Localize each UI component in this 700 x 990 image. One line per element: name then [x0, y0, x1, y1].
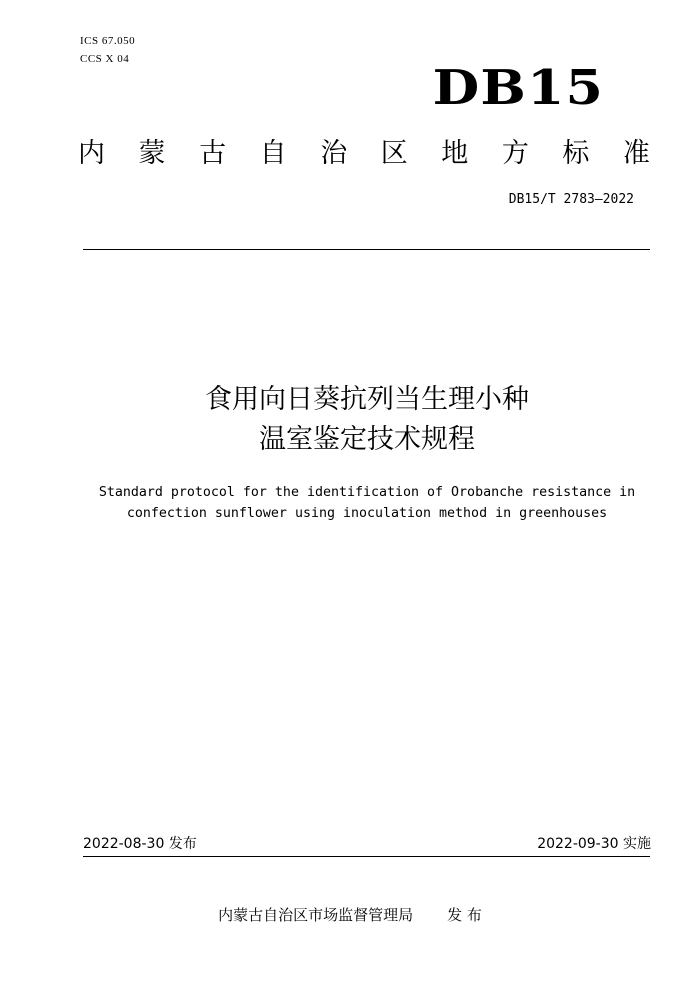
ics-code: ICS 67.050 [80, 35, 136, 47]
standard-type-char: 地 [441, 138, 469, 169]
title-chinese-line-1: 食用向日葵抗列当生理小种 [205, 384, 529, 415]
standard-type-char: 准 [622, 138, 650, 169]
publisher-name: 内蒙古自治区市场监督管理局 [218, 906, 414, 924]
standard-type-char: 内 [78, 138, 105, 169]
title-english [0, 482, 700, 524]
publisher-line [0, 905, 700, 925]
title-english-line-2: confection sunflower using inoculation method in greenhouses [126, 506, 608, 521]
implementation-date: 2022-09-30 实施 [537, 836, 651, 852]
standard-type-char: 标 [562, 138, 590, 169]
standard-type-char: 区 [380, 138, 408, 169]
top-divider [83, 249, 650, 250]
standard-type-char: 方 [501, 138, 529, 169]
title-chinese [0, 380, 700, 460]
standard-type-char: 古 [199, 138, 227, 169]
publisher-action: 发 布 [447, 906, 482, 924]
standard-type-char: 蒙 [138, 138, 166, 169]
standard-type-heading [78, 136, 650, 172]
ccs-code: CCS X 04 [80, 53, 130, 65]
title-chinese-line-2: 温室鉴定技术规程 [259, 424, 475, 455]
db-logo: DB15 [432, 60, 604, 116]
standard-type-char: 治 [320, 138, 348, 169]
standard-type-char: 自 [259, 138, 287, 169]
standard-number: DB15/T 2783—2022 [508, 192, 634, 207]
issue-date: 2022-08-30 发布 [83, 836, 197, 852]
title-english-line-1: Standard protocol for the identification of Orobanche resistance in [98, 485, 636, 500]
bottom-divider [83, 856, 650, 857]
